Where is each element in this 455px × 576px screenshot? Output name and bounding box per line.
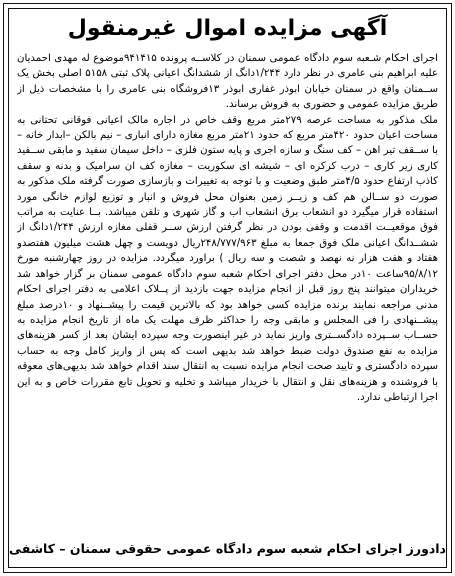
notice-signature: دادورز اجرای احکام شعبه سوم دادگاه عمومی حقوقی سمنان – کاشفی <box>9 541 446 556</box>
auction-notice <box>3 3 452 573</box>
notice-paragraph-details: ملک مذکور به مساحت عرصه ۲۷۹متر مربع وقف خاص در اجاره مالک اعیانی فوقانی تحتانی به مساحت اعیان حدود ۴۲۰متر مربع که حدود ۲۱متر مربع مغازه دارای انباری – نیم بالکن –ابدار خانه – با ســقف تیر اهن – کف سنگ و سازه اجری و پایه ستون فلزی – داخل سیمان سفید و مابقی ســفید کاری زیر کاری – درب کرکره ای – شیشه ای سکوریت – مغازه کف ان سرامیک و بدنه و سقف کاذب ارتفاع حدود ۴/۵متر طبق وضعیت و با توجه به تغییرات و بازسازی صورت گرفته ملک مذکور به صورت دو ســالن هم کف و زیــر زمین بعنوان محل فروش و انبار و توزیع لوازم خانگی مورد استفاده قرار میگیرد دو انشعاب برق انشعاب اب و گاز شهری و تلفن میباشد. بــا عنایت به مراتب فوق موقعیــت اقدمت و وقفی بودن در نظر گرفتن ارزش ســر قفلی مغازه ارزش ۱/۲۴۴دانگ از ششــدانگ اعیانی ملک فوق جمعا به مبلغ ۲۴۸/۷۷۷/۹۶۳ریال دویست و چهل هشت میلیون هفتصدو هفتاد و هفت هزار نه نهصد و شصت و سه ریال ) براورد میگردد. مزایده در روز چهارشنبه مورخ ۹۵/۸/۱۲ساعت ۱۰در محل دفتر اجرای احکام شعبه سوم دادگاه عمومی سمنان بر گزار خواهد شد خریداران میتوانند پنج روز قبل از انجام مزایده جهت بازدید از پــلاک اعلامی به دفتر اجرای احکام مدنی مراجعه نمایند برنده مزایده کسی خواهد بود که بالاترین قیمت را پیشــنهاد و ۱۰درصد مبلغ پیشــنهادی را فی المجلس و مابقی وجه را حداکثر ظرف مهلت یک ماه از تاریخ انجام مزایده به حســاب ســپرده دادگســتری واریز نماید در غیر اینصورت وجه سپرده ایشان بعد از کسر هزینه‌های مزایده به نفع صندوق دولت ضبط خواهد شد بدیهی است که پس از واریز کامل وجه به حساب سپرده دادگستری و تایید صحت انجام مزایده نسبت به انتقال سند اقدام خواهد شد بدیهی‌های معوقه با فروشنده و هزینه‌های نقل و انتقال با خریدار میباشد و تخلیه و تحویل تابع مقررات خاص و به این اجرا ارتباطی ندارد. <box>17 114 438 403</box>
notice-title: آگهی مزایده اموال غیرمنقول <box>67 16 388 41</box>
notice-paragraph-intro: اجرای احکام شـعبه سوم دادگاه عمومی سمنان در کلاســه پرونده ۹۴۱۴۱۵موضوع له مهدی احمدیان علیه ابراهیم بنی عامری در نظر دارد ۱/۲۴۴دانگ از ششدانگ اعیانی پلاک ثبتی ۵۱۵۸ اصلی بخش یک ســمنان واقع در سمنان خیابان ابوذر غفاری ابوذر ۱۳فروشگاه بنی عامری را با مشخصات ذیل از طریق مزایده عمومی و حضوری به فروش برساند. <box>17 53 438 111</box>
notice-inner-border <box>8 8 447 568</box>
notice-body <box>17 51 438 533</box>
